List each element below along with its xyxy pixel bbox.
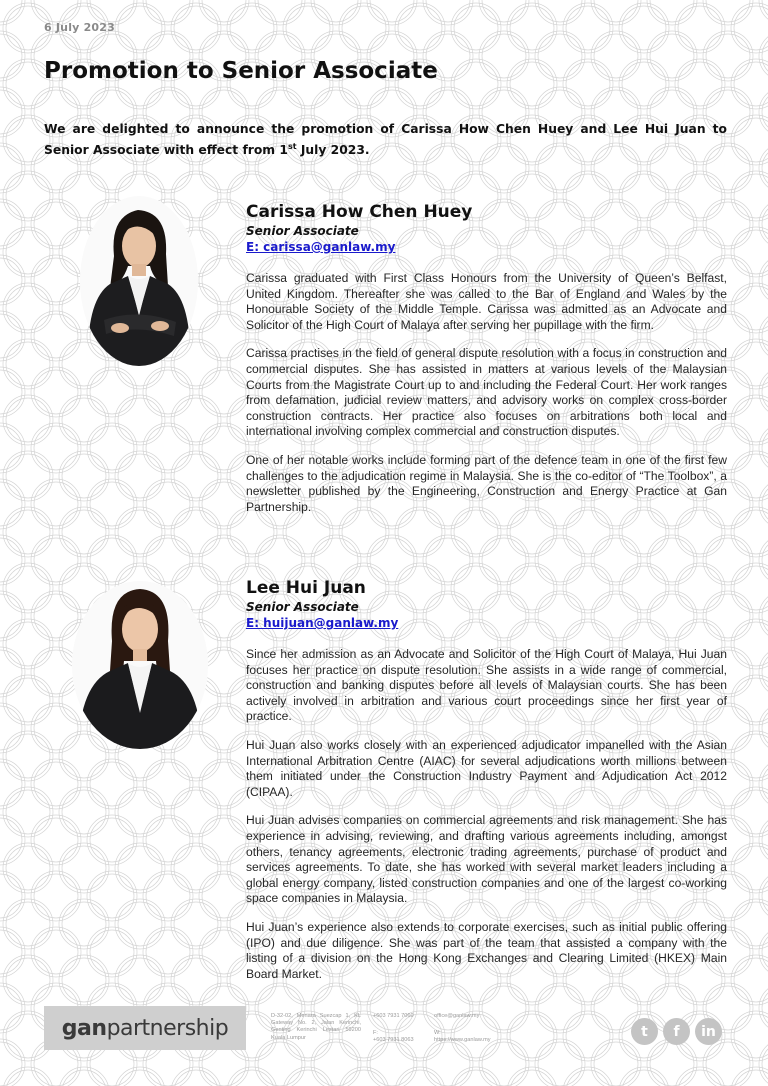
logo-wordmark	[62, 1016, 228, 1041]
profile-huijuan	[246, 577, 727, 982]
bio-paragraph: Carissa practises in the field of general dispute resolution with a focus in construction and commercial disputes. She has assisted in matters at various levels of the Malaysian Courts from the Magistrate Court up to and including the Federal Court. Her work ranges from defamation, judicial review matters, and advisory works on complex cross-border construction contracts. Her practice also focuses on arbitrations both local and international involving complex commercial and construction disputes.	[246, 346, 727, 439]
logo-bold-text: gan	[61, 1015, 107, 1041]
intro-text-end: July 2023.	[296, 143, 370, 158]
intro-text: We are delighted to announce the promotion of Carissa How Chen Huey and Lee Hui Juan to Senior Associate with effect from 1	[44, 122, 727, 158]
email-link[interactable]: E: huijuan@ganlaw.my	[246, 616, 399, 630]
carissa-portrait-photo	[80, 196, 198, 366]
announcement-intro	[44, 121, 727, 159]
office-email-link[interactable]: office@ganlaw.my	[434, 1013, 480, 1019]
website-link[interactable]: https://www.ganlaw.my	[434, 1037, 491, 1043]
fax-label: F:	[373, 1030, 378, 1036]
website-label: W:	[434, 1030, 441, 1036]
bio-paragraph: Carissa graduated with First Class Honours from the University of Queen’s Belfast, United Kingdom. Thereafter she was called to the Bar of England and Wales by the Honourable Society of the Middle Temple. Carissa was admitted as an Advocate and Solicitor of the High Court of Malaya after serving her pupillage with the firm.	[246, 271, 727, 332]
email-link[interactable]: E: carissa@ganlaw.my	[246, 240, 396, 254]
twitter-icon[interactable]: t	[631, 1018, 658, 1045]
profile-carissa	[246, 201, 727, 515]
telephone-number: +603 7931 7060	[373, 1013, 414, 1019]
facebook-icon[interactable]: f	[663, 1018, 690, 1045]
publication-date: 6 July 2023	[44, 21, 115, 34]
bio-paragraph: One of her notable works include forming part of the defence team in one of the first few challenges to the adjudication regime in Malaysia. She is the co-editor of “The Toolbox”, a newsletter published by the Engineering, Construction and Energy Practice at Gan Partnership.	[246, 452, 727, 514]
linkedin-icon[interactable]: in	[695, 1018, 722, 1045]
profile-role: Senior Associate	[246, 224, 359, 238]
profile-role: Senior Associate	[246, 600, 359, 614]
bio-paragraph: Hui Juan advises companies on commercial agreements and risk management. She has experience in advising, reviewing, and drafting various agreements including, amongst others, tenancy agreements, electronic trading agreements, purchase of product and services agreements. To date, she has worked with several market leaders including a global energy company, listed construction companies and one of the largest co-working space companies in Malaysia.	[246, 813, 727, 906]
bio-paragraph: Hui Juan also works closely with an experienced adjudicator impanelled with the Asian International Arbitration Centre (AIAC) for several adjudications worth millions between them initiated under the Construction Industry Payment and Adjudication Act 2012 (CIPAA).	[246, 737, 727, 799]
logo-light-text: partnership	[106, 1015, 229, 1041]
footer	[44, 1006, 728, 1050]
intro-superscript: st	[287, 142, 297, 151]
profile-name: Carissa How Chen Huey	[246, 202, 473, 222]
page-title: Promotion to Senior Associate	[44, 58, 438, 84]
portrait-photo	[72, 581, 208, 749]
portrait-photo	[80, 196, 198, 366]
company-logo[interactable]	[44, 1006, 246, 1050]
office-address: D-32-02, Menara Suezcap 1, KL Gateway No. 2, Jalan Kerinchi, Genting Kerinchi Lestari 59200 Kuala Lumpur	[271, 1013, 361, 1041]
bio-paragraph: Hui Juan’s experience also extends to corporate exercises, such as initial public offering (IPO) and due diligence. She was part of the team that assisted a company with the listing of a division on the Hong Kong Exchanges and Clearing Limited (HKEX) Main Board Market.	[246, 919, 727, 981]
fax-number: +603 7931 8063	[373, 1037, 414, 1043]
huijuan-portrait-photo	[72, 581, 208, 749]
bio-paragraph: Since her admission as an Advocate and Solicitor of the High Court of Malaya, Hui Juan focuses her practice on dispute resolution. She assists in a wide range of commercial, construction and banking disputes before all levels of Malaysian courts. She has been actively involved in arbitration and various court proceedings since her first year of practice.	[246, 647, 727, 724]
profile-name: Lee Hui Juan	[246, 578, 366, 598]
